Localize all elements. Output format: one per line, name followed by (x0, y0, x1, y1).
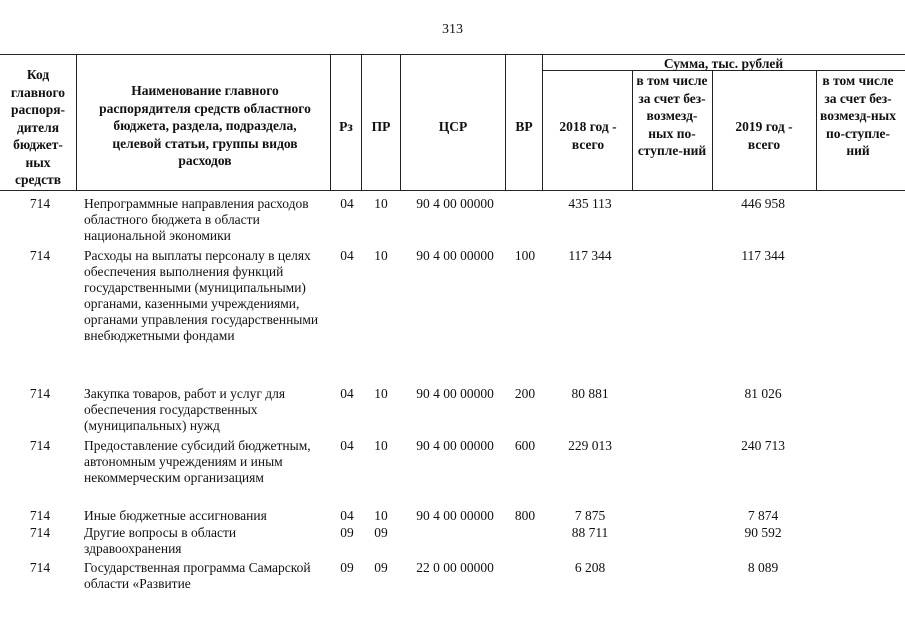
row-name: Государственная программа Самарской области «Развитие (84, 560, 311, 591)
header-sum: Сумма, тыс. рублей (663, 56, 784, 71)
col-divider (632, 70, 633, 190)
header-vr: ВР (515, 119, 533, 134)
row-2018-total: 117 344 (568, 248, 612, 263)
header-2018-free: в том числе за счет без-возмезд-ных по-ступле-ний (636, 73, 708, 158)
row-code: 714 (29, 560, 51, 575)
row-name: Иные бюджетные ассигнования (84, 508, 267, 523)
header-code: Код главного распоря-дителя бюджет-ных средств (10, 67, 66, 187)
row-code: 714 (29, 386, 51, 401)
header-2019-free: в том числе за счет без-возмезд-ных по-ступле-ний (820, 73, 896, 158)
header-2019-total: 2019 год - всего (735, 119, 793, 152)
row-csr: 90 4 00 00000 (416, 386, 494, 401)
row-2019-total: 90 592 (744, 525, 782, 540)
row-2019-total: 8 089 (747, 560, 779, 575)
row-vr: 100 (514, 248, 536, 263)
row-2018-total: 80 881 (571, 386, 609, 401)
row-code: 714 (29, 525, 51, 540)
row-csr: 90 4 00 00000 (416, 196, 494, 211)
row-csr: 22 0 00 00000 (416, 560, 494, 575)
row-name: Предоставление субсидий бюджетным, автономным учреждениям и иным некоммерческим организациям (84, 438, 311, 485)
row-code: 714 (29, 438, 51, 453)
row-2018-total: 7 875 (574, 508, 606, 523)
row-2019-total: 7 874 (747, 508, 779, 523)
row-2018-total: 229 013 (568, 438, 612, 453)
row-code: 714 (29, 248, 51, 263)
row-csr: 90 4 00 00000 (416, 438, 494, 453)
row-pr: 10 (374, 508, 388, 523)
row-rz: 09 (340, 525, 354, 540)
row-2019-total: 446 958 (741, 196, 785, 211)
col-divider (542, 54, 543, 190)
col-divider (816, 70, 817, 190)
row-vr: 600 (514, 438, 536, 453)
row-code: 714 (29, 508, 51, 523)
header-2018-total: 2018 год - всего (559, 119, 617, 152)
row-csr: 90 4 00 00000 (416, 508, 494, 523)
row-pr: 10 (374, 438, 388, 453)
header-csr: ЦСР (438, 119, 468, 134)
row-pr: 09 (374, 525, 388, 540)
row-pr: 10 (374, 196, 388, 211)
row-name: Другие вопросы в области здравоохранения (84, 525, 237, 556)
row-csr: 90 4 00 00000 (416, 248, 494, 263)
row-name: Расходы на выплаты персоналу в целях обеспечения выполнения функций государственными (муниципальными) органами, казенными учреждениями, органами управления государственными внебюджетными фондами (84, 248, 319, 343)
row-code: 714 (29, 196, 51, 211)
row-2018-total: 435 113 (568, 196, 612, 211)
row-rz: 04 (340, 196, 354, 211)
row-2019-total: 81 026 (744, 386, 782, 401)
row-2019-total: 240 713 (741, 438, 785, 453)
row-rz: 04 (340, 248, 354, 263)
row-rz: 04 (340, 438, 354, 453)
header-pr: ПР (371, 119, 391, 134)
row-2018-total: 88 711 (571, 525, 609, 540)
row-pr: 10 (374, 386, 388, 401)
row-rz: 04 (340, 508, 354, 523)
row-name: Закупка товаров, работ и услуг для обеспечения государственных (муниципальных) нужд (84, 386, 286, 433)
row-pr: 10 (374, 248, 388, 263)
header-bottom-border (0, 190, 905, 191)
header-name: Наименование главного распорядителя средств областного бюджета, раздела, подраздела, целевой статьи, группы видов расходов (99, 83, 311, 168)
row-name: Непрограммные направления расходов областного бюджета в области национальной экономики (84, 196, 309, 243)
page-number: 313 (442, 22, 463, 37)
row-2018-total: 6 208 (574, 560, 606, 575)
row-pr: 09 (374, 560, 388, 575)
row-rz: 04 (340, 386, 354, 401)
col-divider (712, 70, 713, 190)
row-rz: 09 (340, 560, 354, 575)
row-vr: 800 (514, 508, 536, 523)
header-rz: Рз (339, 119, 353, 134)
row-2019-total: 117 344 (741, 248, 785, 263)
col-divider (76, 54, 77, 190)
row-vr: 200 (514, 386, 536, 401)
